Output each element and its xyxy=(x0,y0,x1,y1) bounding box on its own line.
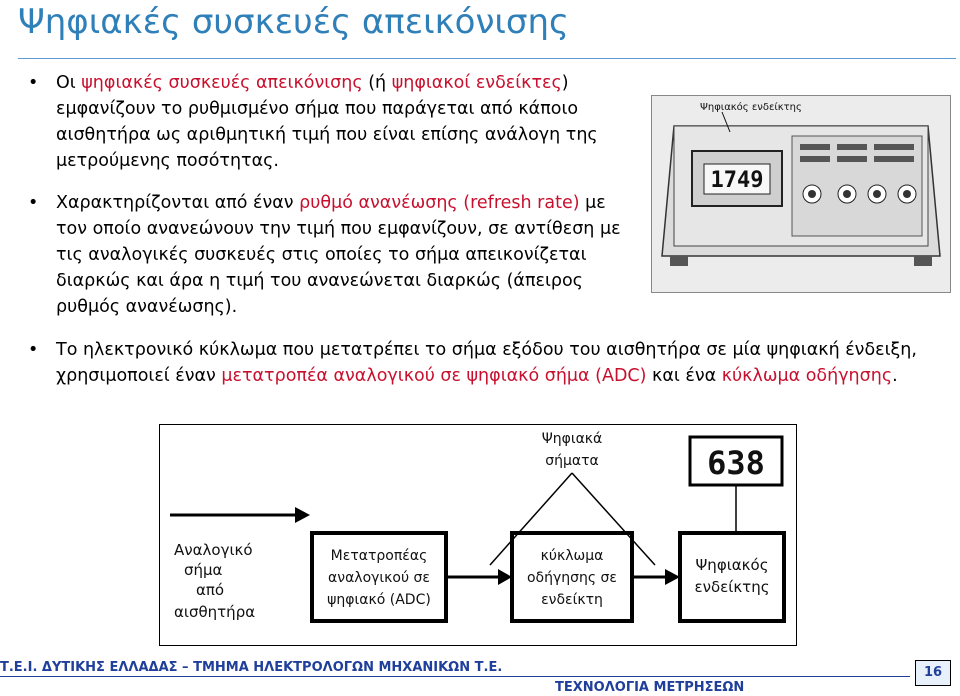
text-run: με τον οποίο ανανεώνουν την τιμή που εμφανίζουν, σε αντίθεση με τις αναλογικές συσκευές στις οποίες το σήμα απεικονίζεται διαρκώς και άρα η τιμή του ανανεώνεται διαρκώς (άπειρος ρυθμός ανανέωσης). xyxy=(56,193,621,317)
bullet-dot: • xyxy=(28,73,39,93)
highlight-run: ψηφιακοί ενδείκτες xyxy=(391,73,562,93)
input-label-4: αισθητήρα xyxy=(174,603,256,621)
text-run: και ένα xyxy=(646,366,722,386)
display-label-1: Ψηφιακός xyxy=(695,556,769,574)
display-label-2: ενδείκτης xyxy=(694,578,770,596)
input-label-1: Αναλογικό xyxy=(174,541,253,559)
footer-rule xyxy=(0,676,910,677)
driver-label-1: κύκλωμα xyxy=(540,548,604,564)
bullet-3-text xyxy=(56,340,917,386)
driver-label-3: ενδείκτη xyxy=(541,592,603,608)
footer-institution: Τ.Ε.Ι. ΔΥΤΙΚΗΣ ΕΛΛΑΔΑΣ – ΤΜΗΜΑ ΗΛΕΚΤΡΟΛΟΓΩΝ ΜΗΧΑΝΙΚΩΝ Τ.Ε. xyxy=(0,660,503,675)
page-number: 16 xyxy=(915,660,951,686)
highlight-run: κύκλωμα οδήγησης xyxy=(721,366,893,386)
signals-label-2: σήματα xyxy=(545,453,599,469)
text-run: Χαρακτηρίζονται από έναν xyxy=(56,193,300,213)
highlight-run: μετατροπέα αναλογικού σε ψηφιακό σήμα (ADC) xyxy=(221,366,647,386)
bullet-2-text xyxy=(56,193,621,317)
digital-indicator-photo xyxy=(651,95,951,293)
bullet-dot: • xyxy=(28,193,39,213)
signals-label-1: Ψηφιακά xyxy=(541,431,603,447)
highlight-run: ρυθμό ανανέωσης (refresh rate) xyxy=(299,193,580,213)
text-run: ) εμφανίζουν το ρυθμισμένο σήμα που παράγεται από κάποιο αισθητήρα ως αριθμητική τιμή που είναι επίσης ανάλογη της μετρούμενης ποσότητας. xyxy=(56,73,598,171)
bullet-dot: • xyxy=(28,340,39,360)
block-diagram xyxy=(159,424,797,646)
photo-display-value: 1749 xyxy=(710,168,764,193)
bullet-3 xyxy=(28,337,936,389)
adc-label-3: ψηφιακό (ADC) xyxy=(327,592,431,608)
text-run: Το ηλεκτρονικό κύκλωμα που μετατρέπει το σήμα εξόδου του αισθητήρα σε μία ψηφιακή ένδειξη, χρησιμοποιεί έναν xyxy=(56,340,917,386)
bullet-2 xyxy=(28,190,636,320)
text-run: (ή xyxy=(362,73,392,93)
photo-caption: Ψηφιακός ενδείκτης xyxy=(700,102,802,113)
page-title: Ψηφιακές συσκευές απεικόνισης xyxy=(18,2,569,42)
bullet-1-text xyxy=(56,73,598,171)
driver-label-2: οδήγησης σε xyxy=(526,570,618,586)
adc-label-2: αναλογικού σε xyxy=(328,570,430,586)
bullet-1 xyxy=(28,70,646,174)
title-rule xyxy=(18,58,956,59)
meter-drawing xyxy=(652,96,950,292)
text-run: . xyxy=(892,366,898,386)
input-label-2: σήμα xyxy=(184,561,223,579)
input-label-3: από xyxy=(196,581,225,599)
adc-label-1: Μετατροπέας xyxy=(330,548,428,564)
highlight-run: ψηφιακές συσκευές απεικόνισης xyxy=(81,73,363,93)
block-diagram-svg xyxy=(160,425,796,645)
footer-course: ΤΕΧΝΟΛΟΓΙΑ ΜΕΤΡΗΣΕΩΝ xyxy=(555,680,745,695)
text-run: Οι xyxy=(56,73,82,93)
diagram-display-value: 638 xyxy=(707,444,765,482)
